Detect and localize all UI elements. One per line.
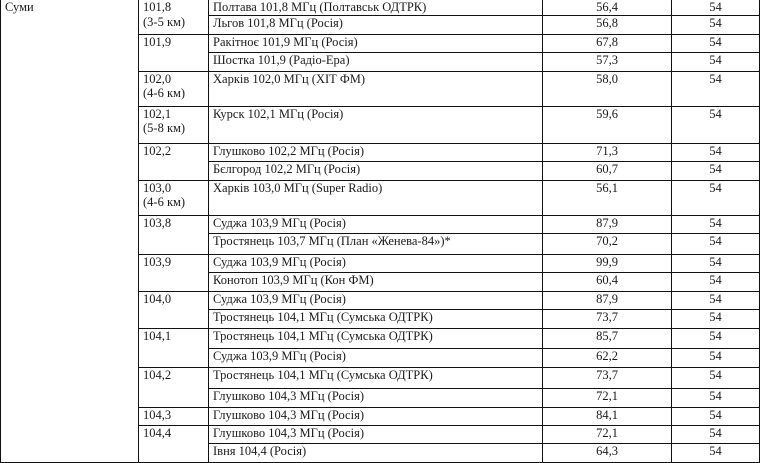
threshold-cell: 54 <box>672 215 760 233</box>
threshold-cell: 54 <box>672 367 760 388</box>
field-strength-cell: 87,9 <box>543 291 672 309</box>
station-cell: Суджа 103,9 МГц (Росія) <box>209 348 543 367</box>
field-strength-cell: 56,1 <box>543 180 672 215</box>
threshold-cell: 54 <box>672 443 760 462</box>
threshold-cell: 54 <box>672 52 760 71</box>
station-cell: Івня 104,4 (Росія) <box>209 443 543 462</box>
frequency-value: 102,1 <box>143 106 172 121</box>
field-strength-cell: 56,8 <box>543 15 672 34</box>
frequency-value: 104,0 <box>143 291 172 306</box>
field-strength-cell: 59,6 <box>543 106 672 143</box>
station-cell: Шостка 101,9 (Радіо-Ера) <box>209 52 543 71</box>
frequency-cell <box>139 254 209 291</box>
city-cell: Суми <box>1 0 139 462</box>
frequency-value: 104,1 <box>143 328 172 343</box>
field-strength-cell: 87,9 <box>543 215 672 233</box>
frequency-value: 102,0 <box>143 71 172 86</box>
threshold-cell: 54 <box>672 272 760 291</box>
station-cell: Конотоп 103,9 МГц (Кон ФМ) <box>209 272 543 291</box>
frequency-cell <box>139 180 209 215</box>
threshold-cell: 54 <box>672 309 760 328</box>
field-strength-cell: 58,0 <box>543 71 672 106</box>
field-strength-cell: 71,3 <box>543 143 672 161</box>
frequency-value: 103,0 <box>143 180 172 195</box>
frequency-value: 104,4 <box>143 425 172 440</box>
frequency-cell <box>139 367 209 407</box>
field-strength-cell: 62,2 <box>543 348 672 367</box>
threshold-cell: 54 <box>672 348 760 367</box>
threshold-cell: 54 <box>672 388 760 407</box>
frequency-cell <box>139 106 209 143</box>
station-cell: Глушково 104,3 МГц (Росія) <box>209 407 543 425</box>
station-cell: Глушково 104,3 МГц (Росія) <box>209 425 543 443</box>
distance-range: (4-6 км) <box>143 86 186 100</box>
field-strength-cell: 70,2 <box>543 233 672 254</box>
distance-range: (5-8 км) <box>143 121 186 135</box>
field-strength-cell: 56,4 <box>543 0 672 15</box>
station-cell: Харків 103,0 МГц (Super Radio) <box>209 180 543 215</box>
field-strength-cell: 60,7 <box>543 161 672 180</box>
threshold-cell: 54 <box>672 71 760 106</box>
station-cell: Полтава 101,8 МГц (Полтавськ ОДТРК) <box>209 0 543 15</box>
threshold-cell: 54 <box>672 161 760 180</box>
station-cell: Суджа 103,9 МГц (Росія) <box>209 291 543 309</box>
threshold-cell: 54 <box>672 407 760 425</box>
frequency-value: 103,9 <box>143 254 172 269</box>
distance-range: (3-5 км) <box>143 14 186 29</box>
frequency-cell <box>139 328 209 367</box>
threshold-cell: 54 <box>672 233 760 254</box>
station-cell: Бєлгород 102,2 МГц (Росія) <box>209 161 543 180</box>
station-cell: Курск 102,1 МГц (Росія) <box>209 106 543 143</box>
field-strength-cell: 73,7 <box>543 309 672 328</box>
frequency-cell <box>139 71 209 106</box>
station-cell: Ракітноє 101,9 МГц (Росія) <box>209 34 543 52</box>
field-strength-cell: 84,1 <box>543 407 672 425</box>
field-strength-cell: 72,1 <box>543 388 672 407</box>
field-strength-cell: 67,8 <box>543 34 672 52</box>
station-cell: Харків 102,0 МГц (ХІТ ФМ) <box>209 71 543 106</box>
frequency-value: 104,2 <box>143 367 172 382</box>
field-strength-cell: 64,3 <box>543 443 672 462</box>
threshold-cell: 54 <box>672 143 760 161</box>
station-cell: Тростянець 103,7 МГц (План «Женева-84»)* <box>209 233 543 254</box>
distance-range: (4-6 км) <box>143 195 186 209</box>
threshold-cell: 54 <box>672 180 760 215</box>
frequency-value: 101,8 <box>143 0 172 14</box>
threshold-cell: 54 <box>672 106 760 143</box>
station-cell: Глушково 104,3 МГц (Росія) <box>209 388 543 407</box>
frequency-value: 103,8 <box>143 215 172 230</box>
field-strength-cell: 73,7 <box>543 367 672 388</box>
field-strength-cell: 85,7 <box>543 328 672 348</box>
frequency-cell <box>139 0 209 34</box>
station-cell: Льгов 101,8 МГц (Росія) <box>209 15 543 34</box>
threshold-cell: 54 <box>672 425 760 443</box>
station-cell: Тростянець 104,1 МГц (Сумська ОДТРК) <box>209 309 543 328</box>
threshold-cell: 54 <box>672 291 760 309</box>
station-cell: Суджа 103,9 МГц (Росія) <box>209 254 543 272</box>
threshold-cell: 54 <box>672 15 760 34</box>
field-strength-cell: 60,4 <box>543 272 672 291</box>
frequency-cell <box>139 407 209 425</box>
threshold-cell: 54 <box>672 0 760 15</box>
table-row <box>1 0 760 15</box>
station-cell: Тростянець 104,1 МГц (Сумська ОДТРК) <box>209 367 543 388</box>
field-strength-cell: 72,1 <box>543 425 672 443</box>
threshold-cell: 54 <box>672 34 760 52</box>
station-cell: Тростянець 104,1 МГц (Сумська ОДТРК) <box>209 328 543 348</box>
frequency-cell <box>139 215 209 254</box>
frequency-value: 101,9 <box>143 34 172 49</box>
station-cell: Суджа 103,9 МГц (Росія) <box>209 215 543 233</box>
frequency-value: 102,2 <box>143 143 172 158</box>
frequency-value: 104,3 <box>143 407 172 422</box>
frequency-cell <box>139 291 209 328</box>
station-cell: Глушково 102,2 МГц (Росія) <box>209 143 543 161</box>
field-strength-cell: 57,3 <box>543 52 672 71</box>
threshold-cell: 54 <box>672 328 760 348</box>
frequency-cell <box>139 34 209 71</box>
field-strength-cell: 99,9 <box>543 254 672 272</box>
threshold-cell: 54 <box>672 254 760 272</box>
frequency-cell <box>139 143 209 180</box>
